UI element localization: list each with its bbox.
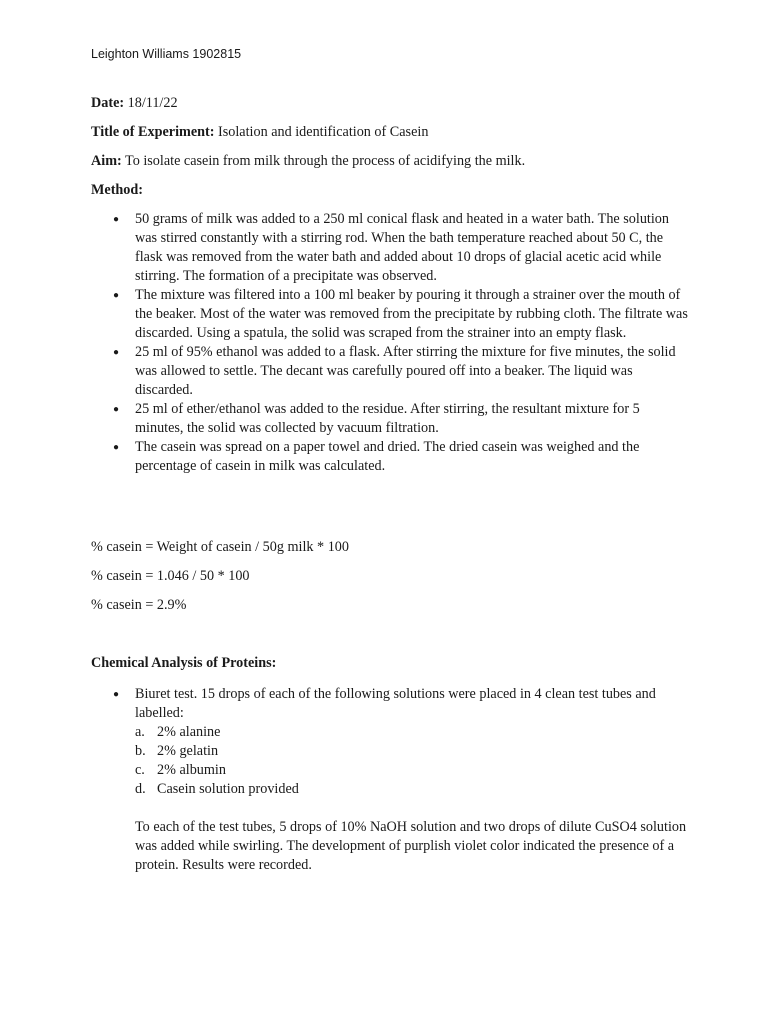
title-label: Title of Experiment: bbox=[91, 124, 215, 140]
date-label: Date: bbox=[91, 95, 125, 111]
analysis-list bbox=[91, 685, 691, 875]
calc-formula: % casein = Weight of casein / 50g milk * 100 bbox=[91, 539, 349, 555]
date-line bbox=[91, 94, 691, 113]
solution-marker: b. bbox=[135, 743, 146, 759]
aim-value: To isolate casein from milk through the process of acidifying the milk. bbox=[125, 153, 526, 169]
author-header: Leighton Williams 1902815 bbox=[91, 47, 242, 61]
title-line bbox=[91, 123, 691, 142]
bullet-dot-icon: ● bbox=[113, 290, 120, 301]
method-step bbox=[91, 400, 691, 438]
aim-label: Aim: bbox=[91, 153, 122, 169]
bullet-dot-icon: ● bbox=[113, 214, 120, 225]
method-step-text: The casein was spread on a paper towel and dried. The dried casein was weighed and the percentage of casein in milk was calculated. bbox=[135, 439, 640, 474]
calc-substituted: % casein = 1.046 / 50 * 100 bbox=[91, 568, 250, 584]
biuret-intro: Biuret test. 15 drops of each of the following solutions were placed in 4 clean test tubes and labelled: bbox=[135, 686, 656, 721]
solution-list bbox=[135, 723, 691, 799]
paragraph-gap bbox=[135, 799, 691, 818]
solution-item bbox=[135, 723, 691, 742]
method-step-text: 25 ml of ether/ethanol was added to the residue. After stirring, the resultant mixture for 5 minutes, the solid was collected by vacuum filtration. bbox=[135, 401, 640, 436]
solution-item bbox=[135, 780, 691, 799]
method-step bbox=[91, 286, 691, 343]
aim-line bbox=[91, 152, 691, 171]
bullet-dot-icon: ● bbox=[113, 442, 120, 453]
solution-item bbox=[135, 742, 691, 761]
title-value: Isolation and identification of Casein bbox=[218, 124, 429, 140]
solution-label: 2% gelatin bbox=[157, 743, 219, 759]
solution-label: 2% albumin bbox=[157, 762, 226, 778]
bullet-dot-icon: ● bbox=[113, 404, 120, 415]
solution-label: Casein solution provided bbox=[157, 781, 299, 797]
solution-marker: a. bbox=[135, 724, 145, 740]
biuret-procedure: To each of the test tubes, 5 drops of 10% NaOH solution and two drops of dilute CuSO4 solution was added while swirling. The development of purplish violet color indicated the presence of a protein. Results were recorded. bbox=[135, 819, 687, 873]
method-step bbox=[91, 210, 691, 286]
solution-label: 2% alanine bbox=[157, 724, 221, 740]
biuret-test-item bbox=[91, 685, 691, 875]
calc-result: % casein = 2.9% bbox=[91, 597, 187, 613]
bullet-dot-icon: ● bbox=[113, 689, 120, 700]
solution-marker: d. bbox=[135, 781, 146, 797]
analysis-heading: Chemical Analysis of Proteins: bbox=[91, 655, 277, 671]
bullet-dot-icon: ● bbox=[113, 347, 120, 358]
method-step bbox=[91, 438, 691, 476]
method-step bbox=[91, 343, 691, 400]
method-heading: Method: bbox=[91, 182, 144, 198]
method-step-text: The mixture was filtered into a 100 ml beaker by pouring it through a strainer over the mouth of the beaker. Most of the water was removed from the precipitate by rubbing cloth. The filtrate was discarded. Using a spatula, the solid was scraped from the strainer into an empty flask. bbox=[135, 287, 688, 341]
solution-item bbox=[135, 761, 691, 780]
method-list bbox=[91, 210, 691, 476]
method-step-text: 25 ml of 95% ethanol was added to a flask. After stirring the mixture for five minutes, the solid was allowed to settle. The decant was carefully poured off into a beaker. The liquid was discarded. bbox=[135, 344, 676, 398]
method-step-text: 50 grams of milk was added to a 250 ml conical flask and heated in a water bath. The solution was stirred constantly with a stirring rod. When the bath temperature reached about 50 C, the flask was removed from the water bath and added about 10 drops of glacial acetic acid while stirring. The formation of a precipitate was observed. bbox=[135, 211, 669, 284]
solution-marker: c. bbox=[135, 762, 145, 778]
date-value: 18/11/22 bbox=[127, 95, 178, 111]
